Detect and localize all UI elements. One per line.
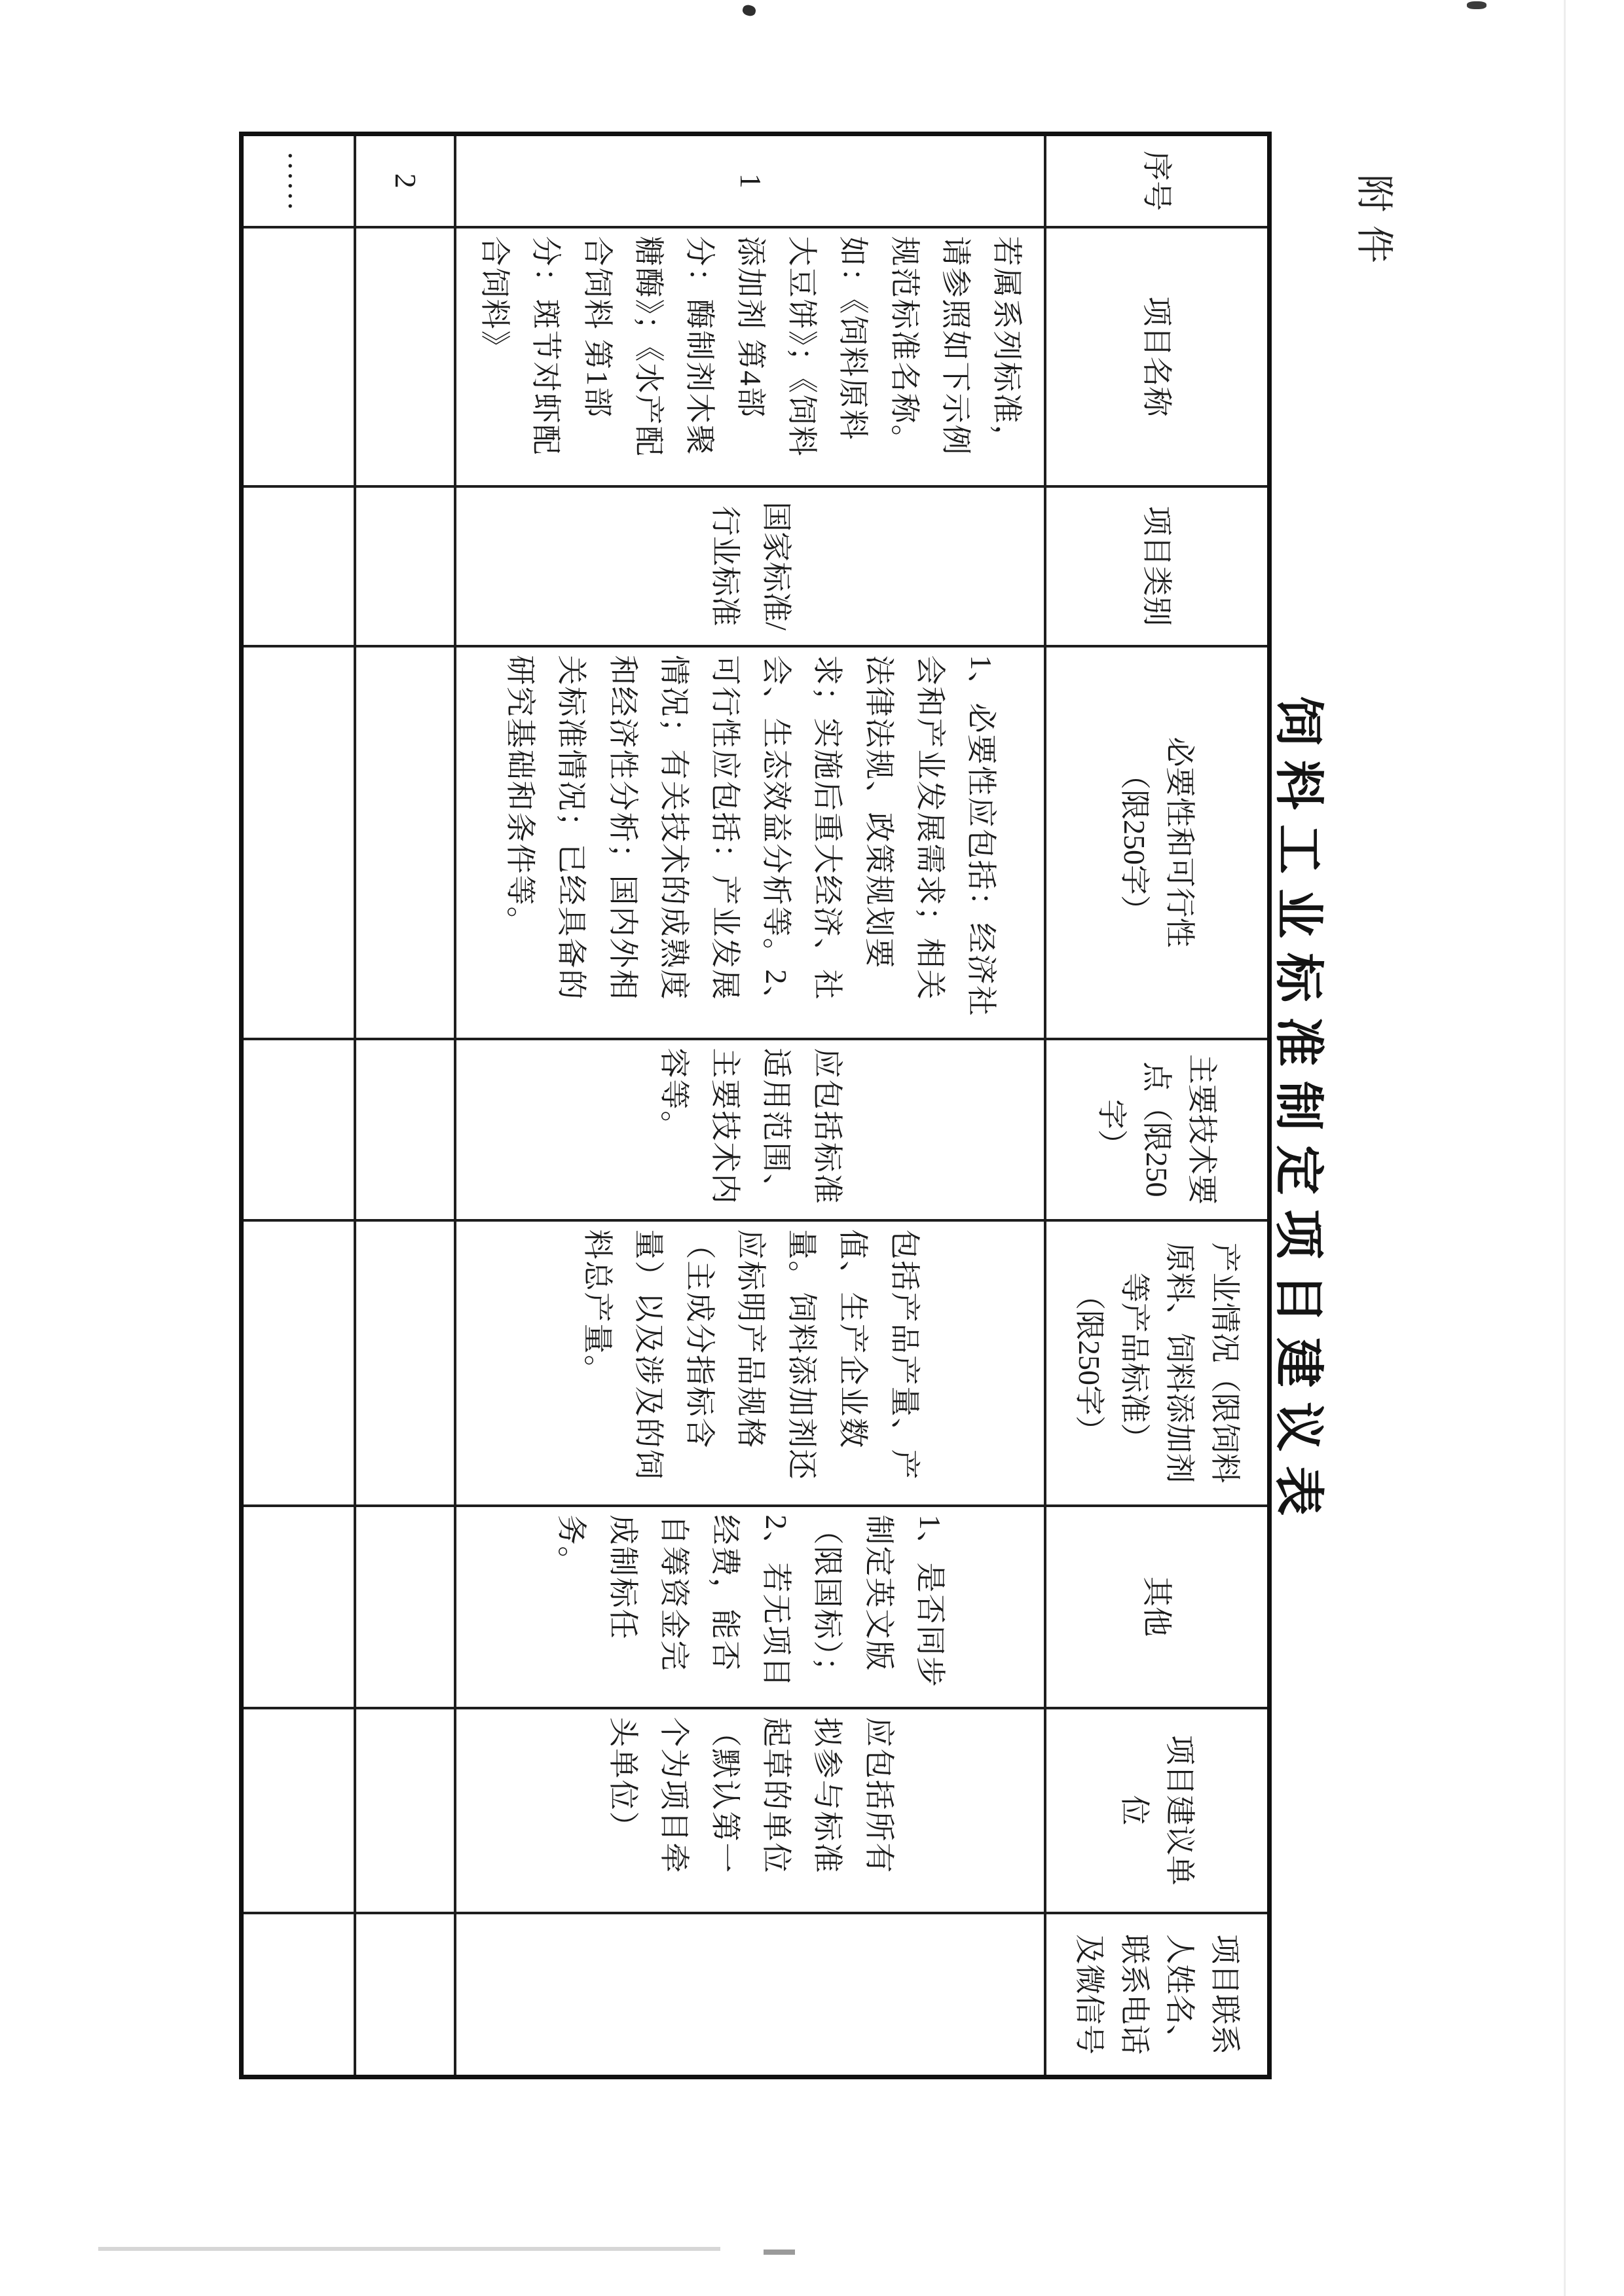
cell-row1-serial-number: 1 — [456, 134, 1046, 227]
cell-row3-serial-number: …… — [242, 134, 356, 227]
cell-row2-key-technical-points — [356, 1039, 456, 1220]
cell-row1-industry-situation: 包括产品产量、产值、生产企业数量。饲料添加剂还应标明产品规格（主成分指标含量）以及涉及的饲料总产量。 — [456, 1220, 1046, 1506]
header-other: 其他 — [1046, 1506, 1270, 1708]
header-serial-number: 序号 — [1046, 134, 1270, 227]
header-proposing-unit: 项目建议单 位 — [1046, 1708, 1270, 1913]
cell-row1-other: 1、是否同步制定英文版（限国标）；2、若无项目经费，能否自筹资金完成制标任务。 — [456, 1506, 1046, 1708]
cell-row1-proposing-unit: 应包括所有拟参与标准起草的单位（默认第一个为项目牵头单位） — [456, 1708, 1046, 1913]
header-project-category: 项目类别 — [1046, 486, 1270, 646]
cell-row1-project-category: 国家标准/行业标准 — [456, 486, 1046, 646]
table-header-row — [1046, 134, 1270, 2077]
cell-row2-project-category — [356, 486, 456, 646]
cell-row3-contact-info — [242, 1913, 356, 2077]
cell-row1-contact-info — [456, 1913, 1046, 2077]
cell-row2-contact-info — [356, 1913, 456, 2077]
cell-row1-project-name: 若属系列标准，请参照如下示例规范标准名称。如：《饲料原料 大豆饼》；《饲料添加剂 第4部分：酶制剂木聚糖酶》；《水产配合饲料 第1部分：斑节对虾配合饲料》 — [456, 227, 1046, 486]
attachment-label: 附件 — [1353, 174, 1395, 277]
cell-row3-project-category — [242, 486, 356, 646]
cell-row3-proposing-unit — [242, 1708, 356, 1913]
cell-row3-project-name — [242, 227, 356, 486]
cell-row3-key-technical-points — [242, 1039, 356, 1220]
proposal-table — [239, 132, 1272, 2079]
cell-row2-serial-number: 2 — [356, 134, 456, 227]
cell-row3-necessity-feasibility — [242, 646, 356, 1039]
table-row-ellipsis — [242, 134, 356, 2077]
cell-row3-other — [242, 1506, 356, 1708]
cell-row1-key-technical-points: 应包括标准适用范围、主要技术内容等。 — [456, 1039, 1046, 1220]
header-necessity-feasibility: 必要性和可行性 （限250字） — [1046, 646, 1270, 1039]
cell-row2-other — [356, 1506, 456, 1708]
table-row-2 — [356, 134, 456, 2077]
cell-row3-industry-situation — [242, 1220, 356, 1506]
table-row-1 — [456, 134, 1046, 2077]
header-industry-situation: 产业情况（限饲料 原料、饲料添加剂 等产品标准） （限250字） — [1046, 1220, 1270, 1506]
cell-row2-proposing-unit — [356, 1708, 456, 1913]
cell-row1-necessity-feasibility: 1、必要性应包括：经济社会和产业发展需求；相关法律法规、政策规划要求；实施后重大经济、社会、生态效益分析等。2、可行性应包括：产业发展情况；有关技术的成熟度和经济性分析；国内外相关标准情况；已经具备的研究基础和条件等。 — [456, 646, 1046, 1039]
header-contact-info: 项目联系 人姓名、 联系电话 及微信号 — [1046, 1913, 1270, 2077]
cell-row2-necessity-feasibility — [356, 646, 456, 1039]
header-key-technical-points: 主要技术要 点（限250 字） — [1046, 1039, 1270, 1220]
cell-row2-project-name — [356, 227, 456, 486]
page-title: 饲料工业标准制定项目建议表 — [1270, 696, 1326, 1530]
cell-row2-industry-situation — [356, 1220, 456, 1506]
header-project-name: 项目名称 — [1046, 227, 1270, 486]
